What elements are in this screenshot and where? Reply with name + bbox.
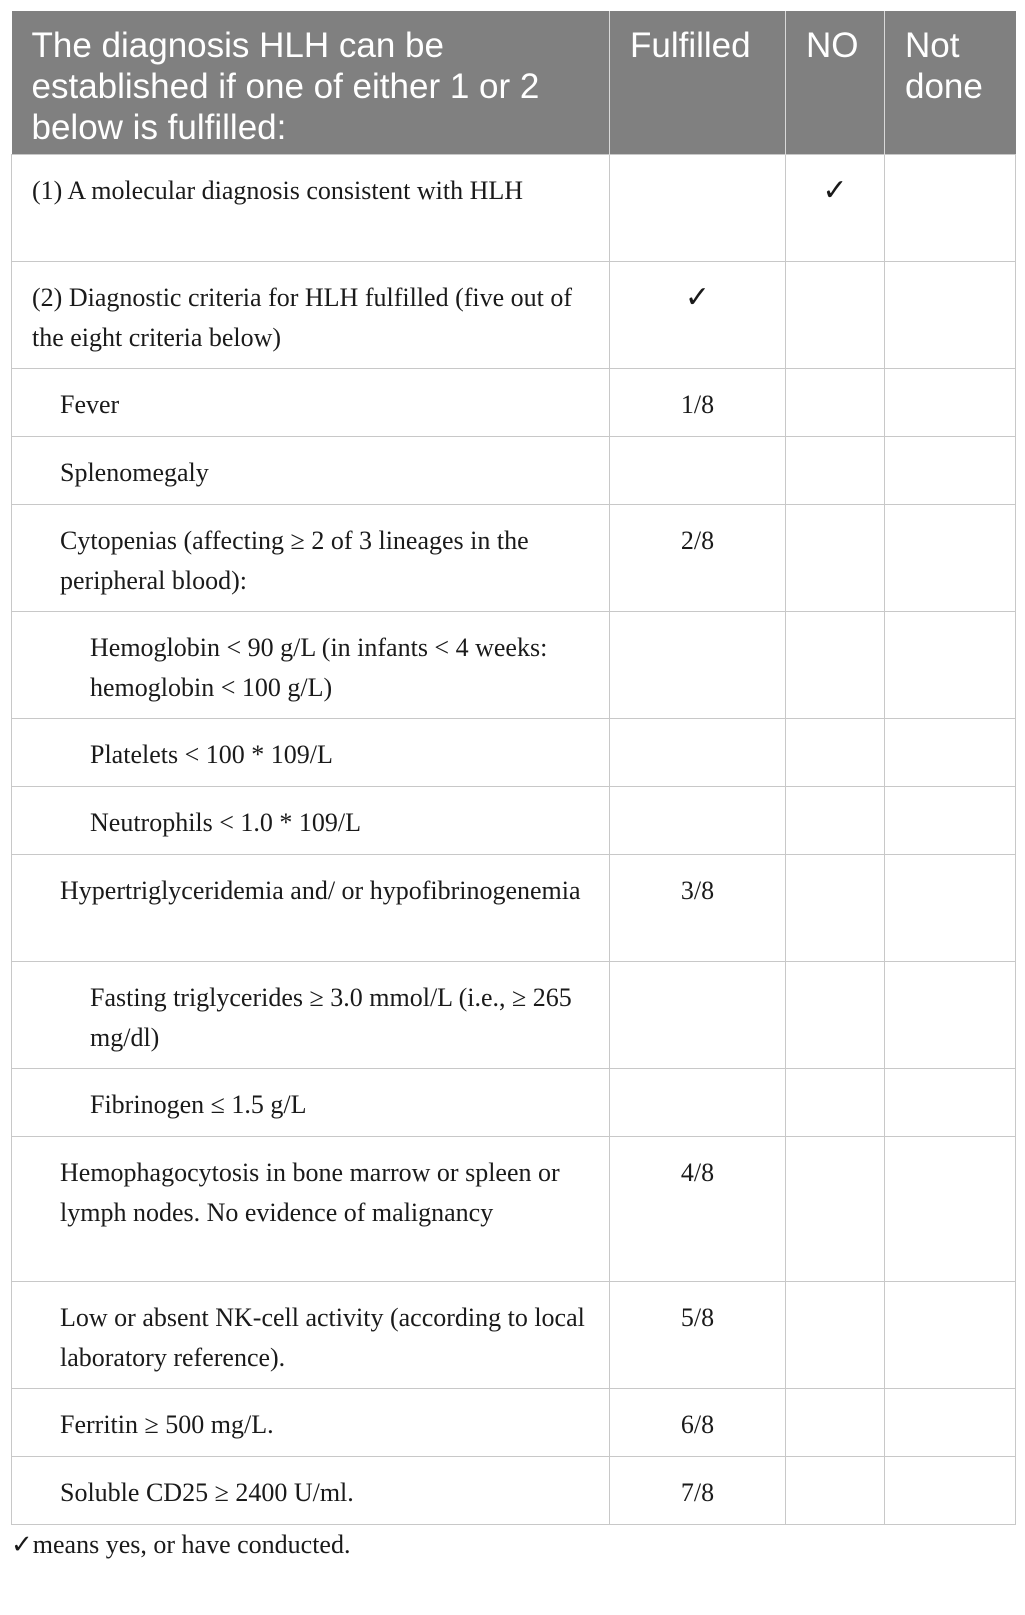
fulfilled-cell: 2/8 bbox=[610, 504, 786, 611]
no-cell bbox=[786, 1068, 885, 1136]
table-row bbox=[12, 611, 1016, 718]
table-row bbox=[12, 786, 1016, 854]
header-fulfilled: Fulfilled bbox=[610, 11, 786, 154]
footnote-text: means yes, or have conducted. bbox=[32, 1530, 351, 1559]
no-cell bbox=[786, 854, 885, 961]
table-row bbox=[12, 718, 1016, 786]
not-done-cell bbox=[885, 786, 1016, 854]
not-done-cell bbox=[885, 718, 1016, 786]
header-not-done: Not done bbox=[885, 11, 1016, 154]
criterion-cell: Hemoglobin < 90 g/L (in infants < 4 weeks: hemoglobin < 100 g/L) bbox=[12, 611, 610, 718]
no-cell bbox=[786, 368, 885, 436]
criterion-cell: (2) Diagnostic criteria for HLH fulfilled (five out of the eight criteria below) bbox=[12, 261, 610, 368]
criterion-cell: Fasting triglycerides ≥ 3.0 mmol/L (i.e., ≥ 265 mg/dl) bbox=[12, 961, 610, 1068]
no-cell bbox=[786, 961, 885, 1068]
fulfilled-cell bbox=[610, 611, 786, 718]
not-done-cell bbox=[885, 1388, 1016, 1456]
criterion-cell: Cytopenias (affecting ≥ 2 of 3 lineages in the peripheral blood): bbox=[12, 504, 610, 611]
criterion-cell: Soluble CD25 ≥ 2400 U/ml. bbox=[12, 1456, 610, 1524]
not-done-cell bbox=[885, 368, 1016, 436]
table-row bbox=[12, 1136, 1016, 1281]
no-cell bbox=[786, 1388, 885, 1456]
criterion-cell: Fever bbox=[12, 368, 610, 436]
fulfilled-cell bbox=[610, 961, 786, 1068]
header-no: NO bbox=[786, 11, 885, 154]
table-row bbox=[12, 154, 1016, 261]
no-cell bbox=[786, 1281, 885, 1388]
no-cell bbox=[786, 504, 885, 611]
header-row bbox=[12, 11, 1016, 154]
not-done-cell bbox=[885, 1281, 1016, 1388]
table-header bbox=[12, 11, 1016, 154]
fulfilled-cell: 7/8 bbox=[610, 1456, 786, 1524]
checkmark-icon: ✓ bbox=[11, 1530, 33, 1560]
fulfilled-cell bbox=[610, 718, 786, 786]
criterion-cell: Hemophagocytosis in bone marrow or spleen or lymph nodes. No evidence of malignancy bbox=[12, 1136, 610, 1281]
not-done-cell bbox=[885, 611, 1016, 718]
no-cell bbox=[786, 436, 885, 504]
no-cell bbox=[786, 786, 885, 854]
table-row bbox=[12, 1388, 1016, 1456]
table-row bbox=[12, 854, 1016, 961]
table-row bbox=[12, 504, 1016, 611]
criterion-cell: Low or absent NK-cell activity (according to local laboratory reference). bbox=[12, 1281, 610, 1388]
no-cell bbox=[786, 718, 885, 786]
fulfilled-cell bbox=[610, 154, 786, 261]
fulfilled-cell: 4/8 bbox=[610, 1136, 786, 1281]
table-row bbox=[12, 961, 1016, 1068]
fulfilled-cell: ✓ bbox=[610, 261, 786, 368]
header-criterion: The diagnosis HLH can be established if one of either 1 or 2 below is fulfilled: bbox=[12, 11, 610, 154]
no-cell: ✓ bbox=[786, 154, 885, 261]
hlh-criteria-table-wrapper bbox=[11, 11, 1015, 1525]
no-cell bbox=[786, 261, 885, 368]
not-done-cell bbox=[885, 854, 1016, 961]
criterion-cell: Fibrinogen ≤ 1.5 g/L bbox=[12, 1068, 610, 1136]
criterion-cell: Platelets < 100 * 109/L bbox=[12, 718, 610, 786]
not-done-cell bbox=[885, 1456, 1016, 1524]
fulfilled-cell: 1/8 bbox=[610, 368, 786, 436]
table-row bbox=[12, 1068, 1016, 1136]
table-footnote bbox=[11, 1525, 350, 1565]
criterion-cell: Ferritin ≥ 500 mg/L. bbox=[12, 1388, 610, 1456]
criterion-cell: Neutrophils < 1.0 * 109/L bbox=[12, 786, 610, 854]
criterion-cell: (1) A molecular diagnosis consistent with HLH bbox=[12, 154, 610, 261]
criterion-cell: Hypertriglyceridemia and/ or hypofibrinogenemia bbox=[12, 854, 610, 961]
no-cell bbox=[786, 611, 885, 718]
fulfilled-cell bbox=[610, 786, 786, 854]
table-row bbox=[12, 1281, 1016, 1388]
table-row bbox=[12, 261, 1016, 368]
hlh-criteria-table bbox=[11, 11, 1016, 1525]
not-done-cell bbox=[885, 261, 1016, 368]
table-row bbox=[12, 436, 1016, 504]
not-done-cell bbox=[885, 504, 1016, 611]
fulfilled-cell bbox=[610, 436, 786, 504]
fulfilled-cell: 5/8 bbox=[610, 1281, 786, 1388]
no-cell bbox=[786, 1136, 885, 1281]
not-done-cell bbox=[885, 961, 1016, 1068]
fulfilled-cell: 3/8 bbox=[610, 854, 786, 961]
table-row bbox=[12, 368, 1016, 436]
not-done-cell bbox=[885, 1068, 1016, 1136]
table-row bbox=[12, 1456, 1016, 1524]
fulfilled-cell: 6/8 bbox=[610, 1388, 786, 1456]
not-done-cell bbox=[885, 154, 1016, 261]
no-cell bbox=[786, 1456, 885, 1524]
fulfilled-cell bbox=[610, 1068, 786, 1136]
not-done-cell bbox=[885, 436, 1016, 504]
criterion-cell: Splenomegaly bbox=[12, 436, 610, 504]
table-body bbox=[12, 154, 1016, 1524]
not-done-cell bbox=[885, 1136, 1016, 1281]
